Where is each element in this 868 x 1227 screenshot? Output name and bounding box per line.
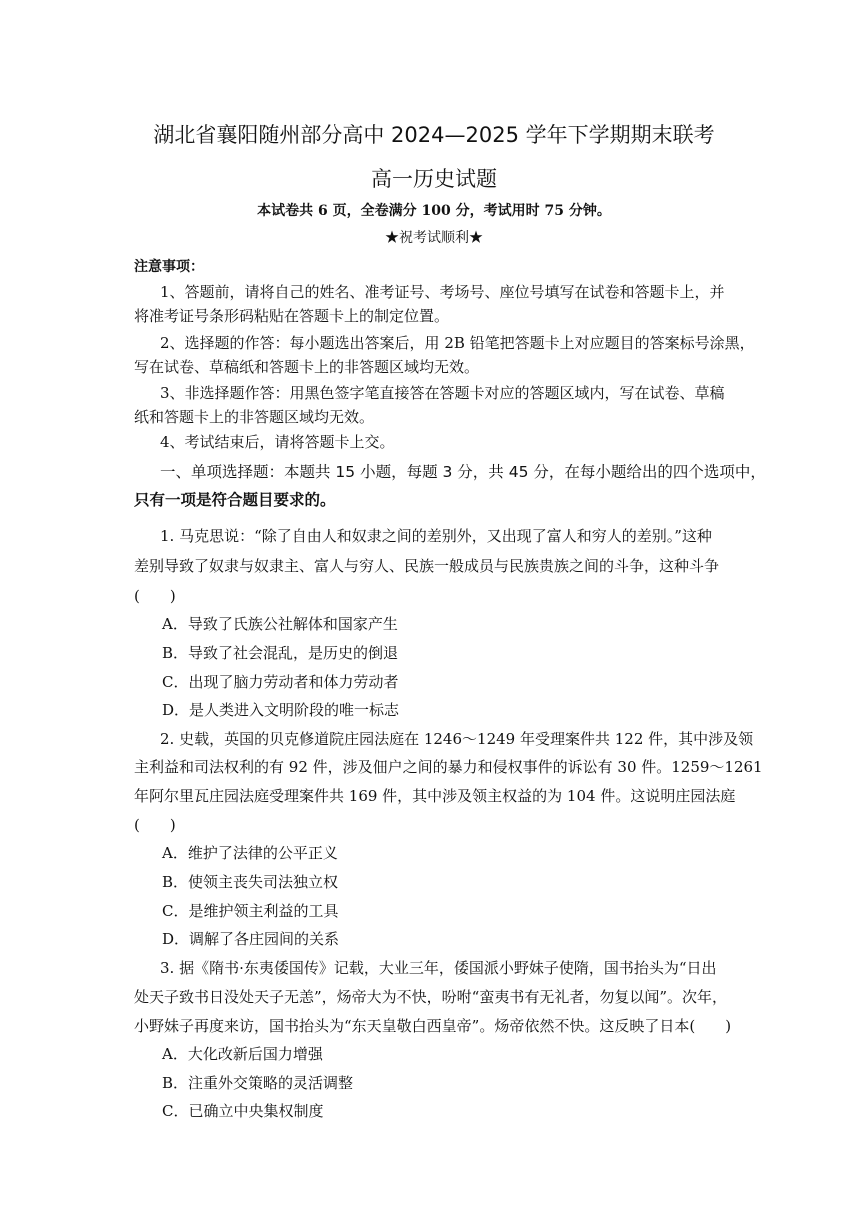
section-heading-cont: 只有一项是符合题目要求的。	[134, 491, 336, 509]
q3-option-c: C．已确立中央集权制度	[162, 1102, 324, 1120]
q3-stem: 3. 据《隋书·东夷倭国传》记载，大业三年，倭国派小野妹子使隋，国书抬头为“日出	[160, 959, 717, 977]
notice-item-3-cont: 纸和答题卡上的非答题区域均无效。	[134, 408, 375, 426]
notice-item-3: 3、非选择题作答：用黑色签字笔直接答在答题卡对应的答题区域内，写在试卷、草稿	[160, 384, 725, 402]
good-luck-wish: ★祝考试顺利★	[385, 230, 483, 246]
q2-stem-cont-1: 主利益和司法权利的有 92 件，涉及佃户之间的暴力和侵权事件的诉讼有 30 件。1259～1261	[134, 758, 763, 776]
q1-option-d: D．是人类进入文明阶段的唯一标志	[162, 701, 400, 719]
notice-item-2: 2、选择题的作答：每小题选出答案后，用 2B 铅笔把答题卡上对应题目的答案标号涂黑，	[160, 334, 755, 352]
section-heading: 一、单项选择题：本题共 15 小题，每题 3 分，共 45 分，在每小题给出的四个选项中，	[160, 463, 766, 481]
notice-item-2-cont: 写在试卷、草稿纸和答题卡上的非答题区域均无效。	[134, 358, 480, 376]
q3-option-b: B．注重外交策略的灵活调整	[162, 1074, 354, 1092]
exam-title: 湖北省襄阳随州部分高中 2024—2025 学年下学期期末联考	[153, 123, 715, 147]
q1-answer-blank: ( )	[134, 587, 176, 605]
notice-heading: 注意事项：	[134, 259, 204, 275]
q2-answer-blank: ( )	[134, 816, 176, 834]
q1-option-a: A．导致了氏族公社解体和国家产生	[162, 615, 398, 633]
q2-option-d: D．调解了各庄园间的关系	[162, 930, 340, 948]
q2-stem-cont-2: 年阿尔里瓦庄园法庭受理案件共 169 件，其中涉及领主权益的为 104 件。这说明庄园法庭	[134, 787, 736, 805]
notice-item-1-cont: 将准考证号条形码粘贴在答题卡上的制定位置。	[134, 307, 450, 325]
exam-subject-title: 高一历史试题	[371, 167, 497, 191]
q3-stem-cont-2: 小野妹子再度来访，国书抬头为“东天皇敬白西皇帝”。炀帝依然不快。这反映了日本( )	[134, 1017, 732, 1035]
notice-item-1: 1、答题前，请将自己的姓名、准考证号、考场号、座位号填写在试卷和答题卡上，并	[160, 283, 725, 301]
q1-stem: 1. 马克思说：“除了自由人和奴隶之间的差别外，又出现了富人和穷人的差别。”这种	[160, 527, 712, 545]
q2-option-b: B．使领主丧失司法独立权	[162, 873, 339, 891]
q2-option-a: A．维护了法律的公平正义	[162, 844, 338, 862]
exam-info: 本试卷共 6 页，全卷满分 100 分，考试用时 75 分钟。	[257, 203, 611, 219]
q1-option-c: C．出现了脑力劳动者和体力劳动者	[162, 673, 399, 691]
q1-stem-cont: 差别导致了奴隶与奴隶主、富人与穷人、民族一般成员与民族贵族之间的斗争，这种斗争	[134, 557, 720, 575]
q2-stem: 2. 史载，英国的贝克修道院庄园法庭在 1246～1249 年受理案件共 122 件，其中涉及领	[160, 730, 754, 748]
q1-option-b: B．导致了社会混乱，是历史的倒退	[162, 644, 399, 662]
q3-stem-cont-1: 处天子致书日没处天子无恙”，炀帝大为不快，吩咐“蛮夷书有无礼者，勿复以闻”。次年，	[134, 988, 728, 1006]
q2-option-c: C．是维护领主利益的工具	[162, 902, 339, 920]
notice-item-4: 4、考试结束后，请将答题卡上交。	[160, 433, 395, 451]
q3-option-a: A．大化改新后国力增强	[162, 1045, 323, 1063]
